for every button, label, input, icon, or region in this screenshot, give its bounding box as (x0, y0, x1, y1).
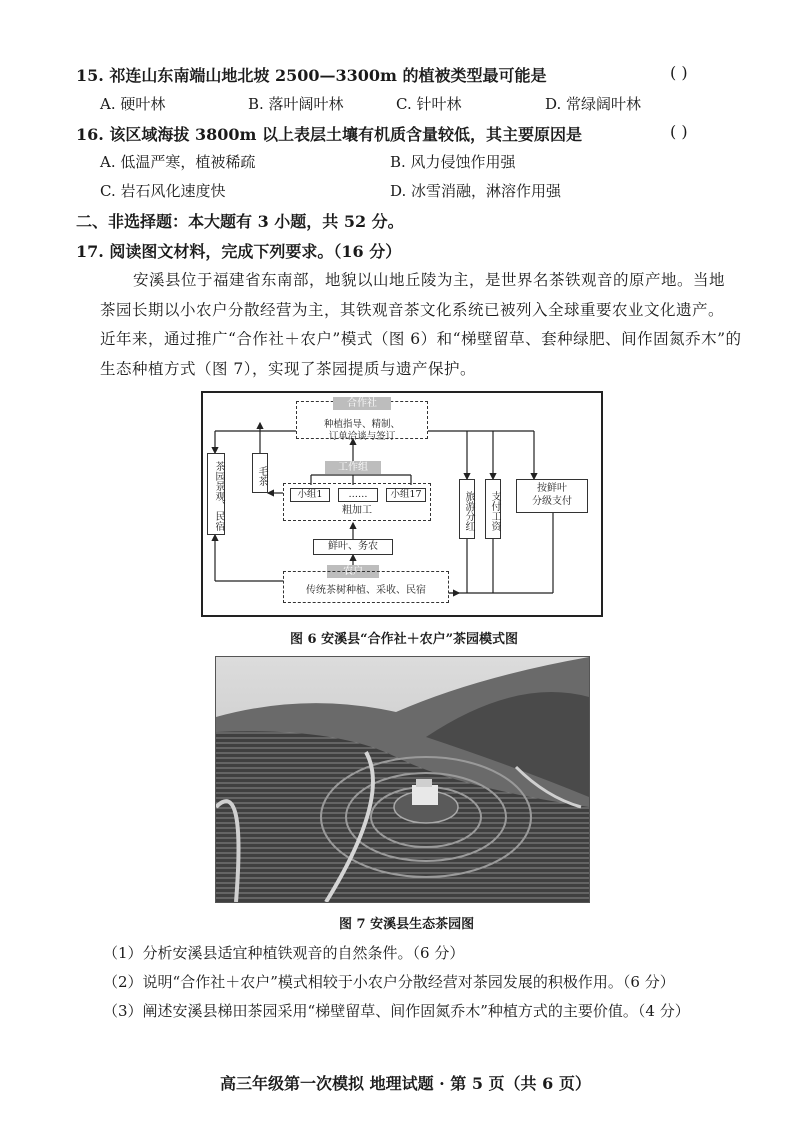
fig6-caption: 图 6 安溪县“合作社＋农户”茶园模式图 (290, 632, 519, 647)
group-17-box: 小组17 (386, 488, 426, 502)
fig6-diagram (201, 391, 603, 617)
q17-paragraph-line: 安溪县位于福建省东南部，地貌以山地丘陵为主，是世界名茶铁观音的原产地。当地 (133, 271, 726, 289)
fig7-caption: 图 7 安溪县生态茶园图 (339, 917, 475, 932)
q15-answer-paren: ( ) (670, 63, 688, 82)
farmer-title: 农户 (327, 565, 379, 578)
wage-payment-box: 支付工资 (485, 479, 501, 539)
q15-option-b: B. 落叶阔叶林 (248, 95, 344, 113)
q15-option-c: C. 针叶林 (396, 95, 462, 113)
q16-option-d: D. 冰雪消融，淋溶作用强 (390, 182, 562, 200)
q17-paragraph-line: 近年来，通过推广“合作社＋农户”模式（图 6）和“梯壁留草、套种绿肥、间作固氮乔木”的 (100, 330, 742, 348)
subquestion-1: （1）分析安溪县适宜种植铁观音的自然条件。（6 分） (103, 944, 465, 962)
group-dots-box: …… (338, 488, 378, 502)
workgroup-box (283, 483, 431, 521)
graded-payment-line: 分级支付 (532, 495, 572, 507)
farmer-desc: 传统茶树种植、采收、民宿 (306, 585, 426, 596)
cooperative-title: 合作社 (333, 397, 391, 410)
tea-garden-box: 茶园景观、民宿 (207, 453, 225, 535)
q17-paragraph-line: 生态种植方式（图 7），实现了茶园提质与遗产保护。 (100, 360, 477, 378)
page-footer: 高三年级第一次模拟 地理试题 · 第 5 页（共 6 页） (220, 1074, 591, 1093)
q15-stem: 15. 祁连山东南端山地北坡 2500—3300m 的植被类型最可能是 (76, 66, 547, 85)
subquestion-3: （3）阐述安溪县梯田茶园采用“梯壁留草、间作固氮乔木”种植方式的主要价值。（4 分） (103, 1002, 690, 1020)
graded-payment-line: 按鲜叶 (537, 483, 567, 494)
workgroup-title: 工作组 (325, 461, 381, 474)
leaves-labor-box: 鲜叶、务农 (313, 539, 393, 555)
q16-option-b: B. 风力侵蚀作用强 (390, 153, 516, 171)
terrace-illustration (216, 657, 589, 902)
farmer-box (283, 571, 449, 603)
fig7-terraced-tea-garden-photo (215, 656, 590, 903)
section-heading: 二、非选择题：本大题有 3 小题，共 52 分。 (76, 212, 404, 231)
graded-payment-box (516, 479, 588, 513)
subquestion-2: （2）说明“合作社＋农户”模式相较于小农户分散经营对茶园发展的积极作用。（6 分） (103, 973, 675, 991)
group-1-box: 小组1 (290, 488, 330, 502)
q16-stem: 16. 该区域海拔 3800m 以上表层土壤有机质含量较低，其主要原因是 (76, 125, 583, 144)
coop-desc-line: 订单洽谈与签订 (328, 430, 396, 442)
q15-option-a: A. 硬叶林 (100, 95, 166, 113)
q17-stem: 17. 阅读图文材料，完成下列要求。（16 分） (76, 242, 402, 261)
coop-desc-line: 种植指导、精制、 (323, 419, 400, 430)
mao-cha-box: 毛茶 (252, 453, 268, 493)
tourism-dividend-box: 旅游分红 (459, 479, 475, 539)
q16-option-c: C. 岩石风化速度快 (100, 182, 226, 200)
q16-answer-paren: ( ) (670, 122, 688, 141)
rough-processing-label: 粗加工 (342, 505, 372, 516)
q16-option-a: A. 低温严寒，植被稀疏 (100, 153, 256, 171)
q15-option-d: D. 常绿阔叶林 (545, 95, 642, 113)
q17-paragraph-line: 茶园长期以小农户分散经营为主，其铁观音茶文化系统已被列入全球重要农业文化遗产。 (100, 301, 725, 319)
